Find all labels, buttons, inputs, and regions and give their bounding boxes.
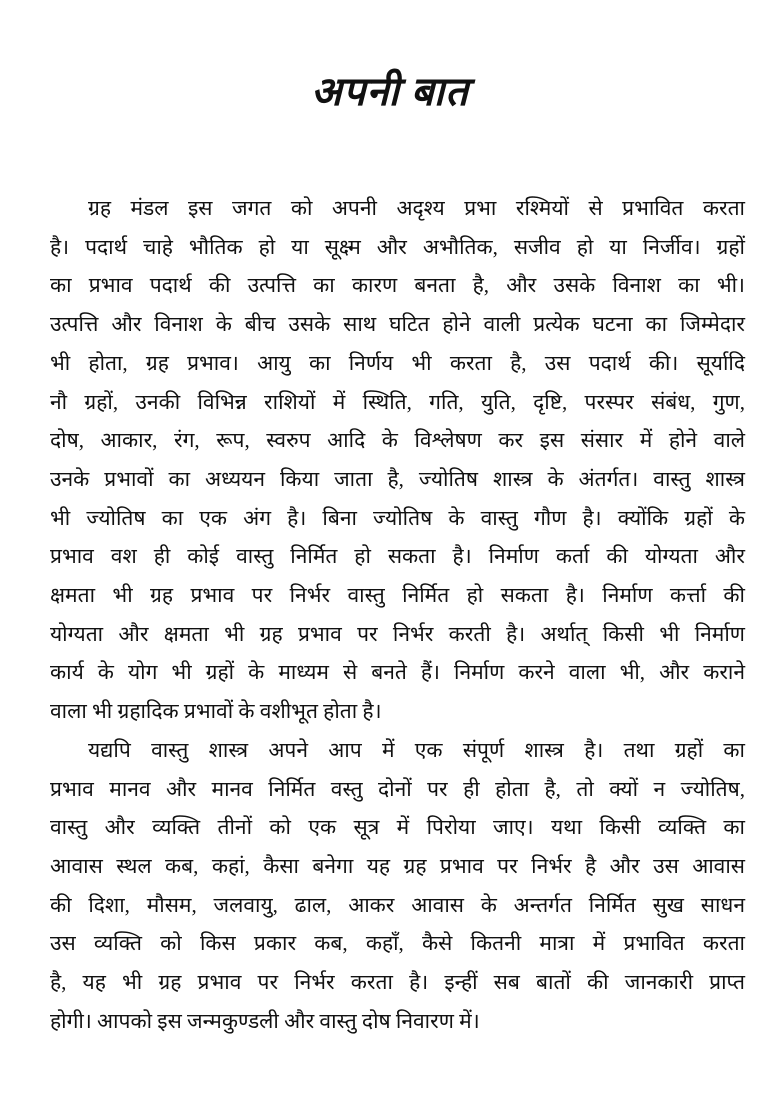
paragraph-1-line: है। पदार्थ चाहे भौतिक हो या सूक्ष्म और अभौतिक, सजीव हो या निर्जीव। ग्रहों	[50, 234, 745, 259]
paragraph-1-line: का प्रभाव पदार्थ की उत्पत्ति का कारण बनता है, और उसके विनाश का भी।	[50, 273, 745, 298]
paragraph-1-line: दोष, आकार, रंग, रूप, स्वरुप आदि के विश्लेषण कर इस संसार में होने वाले	[50, 428, 745, 453]
paragraph-1-line: नौ ग्रहों, उनकी विभिन्न राशियों में स्थिति, गति, युति, दृष्टि, परस्पर संबंध, गुण,	[50, 389, 745, 414]
paragraph-1-line: उत्पत्ति और विनाश के बीच उसके साथ घटित होने वाली प्रत्येक घटना का जिम्मेदार	[50, 312, 745, 337]
paragraph-1-line: क्षमता भी ग्रह प्रभाव पर निर्भर वास्तु निर्मित हो सकता है। निर्माण कर्त्ता की	[50, 583, 745, 607]
paragraph-1-line: वाला भी ग्रहादिक प्रभावों के वशीभूत होता है।	[50, 699, 382, 724]
paragraph-1-line: भी होता, ग्रह प्रभाव। आयु का निर्णय भी करता है, उस पदार्थ की। सूर्यादि	[50, 350, 745, 375]
paragraph-2-line: है, यह भी ग्रह प्रभाव पर निर्भर करता है। इन्हीं सब बातों की जानकारी प्राप्त	[50, 970, 745, 994]
paragraph-1-line: प्रभाव वश ही कोई वास्तु निर्मित हो सकता है। निर्माण कर्ता की योग्यता और	[50, 544, 745, 569]
paragraph-2-line: आवास स्थल कब, कहां, कैसा बनेगा यह ग्रह प्रभाव पर निर्भर है और उस आवास	[50, 853, 745, 878]
page-title: अपनी बात	[311, 69, 469, 114]
paragraph-2-line: की दिशा, मौसम, जलवायु, ढाल, आकर आवास के अन्तर्गत निर्मित सुख साधन	[50, 892, 745, 917]
paragraph-1-line: कार्य के योग भी ग्रहों के माध्यम से बनते हैं। निर्माण करने वाला भी, और कराने	[50, 660, 745, 685]
paragraph-2-line: उस व्यक्ति को किस प्रकार कब, कहाँ, कैसे कितनी मात्रा में प्रभावित करता	[50, 931, 745, 956]
paragraph-2-line: वास्तु और व्यक्ति तीनों को एक सूत्र में पिरोया जाए। यथा किसी व्यक्ति का	[50, 815, 745, 840]
paragraph-2-line: होगी। आपको इस जन्मकुण्डली और वास्तु दोष निवारण में।	[50, 1008, 480, 1033]
paragraph-1-line: उनके प्रभावों का अध्ययन किया जाता है, ज्योतिष शास्त्र के अंतर्गत। वास्तु शास्त्र	[50, 466, 745, 491]
paragraph-1-line: ग्रह मंडल इस जगत को अपनी अदृश्य प्रभा रश्मियों से प्रभावित करता	[88, 196, 745, 220]
paragraph-2-line: प्रभाव मानव और मानव निर्मित वस्तु दोनों पर ही होता है, तो क्यों न ज्योतिष,	[50, 776, 745, 801]
paragraph-1-line: भी ज्योतिष का एक अंग है। बिना ज्योतिष के वास्तु गौण है। क्योंकि ग्रहों के	[50, 505, 745, 530]
paragraph-1-line: योग्यता और क्षमता भी ग्रह प्रभाव पर निर्भर करती है। अर्थात् किसी भी निर्माण	[50, 621, 745, 646]
paragraph-2-line: यद्यपि वास्तु शास्त्र अपने आप में एक संपूर्ण शास्त्र है। तथा ग्रहों का	[88, 737, 745, 762]
